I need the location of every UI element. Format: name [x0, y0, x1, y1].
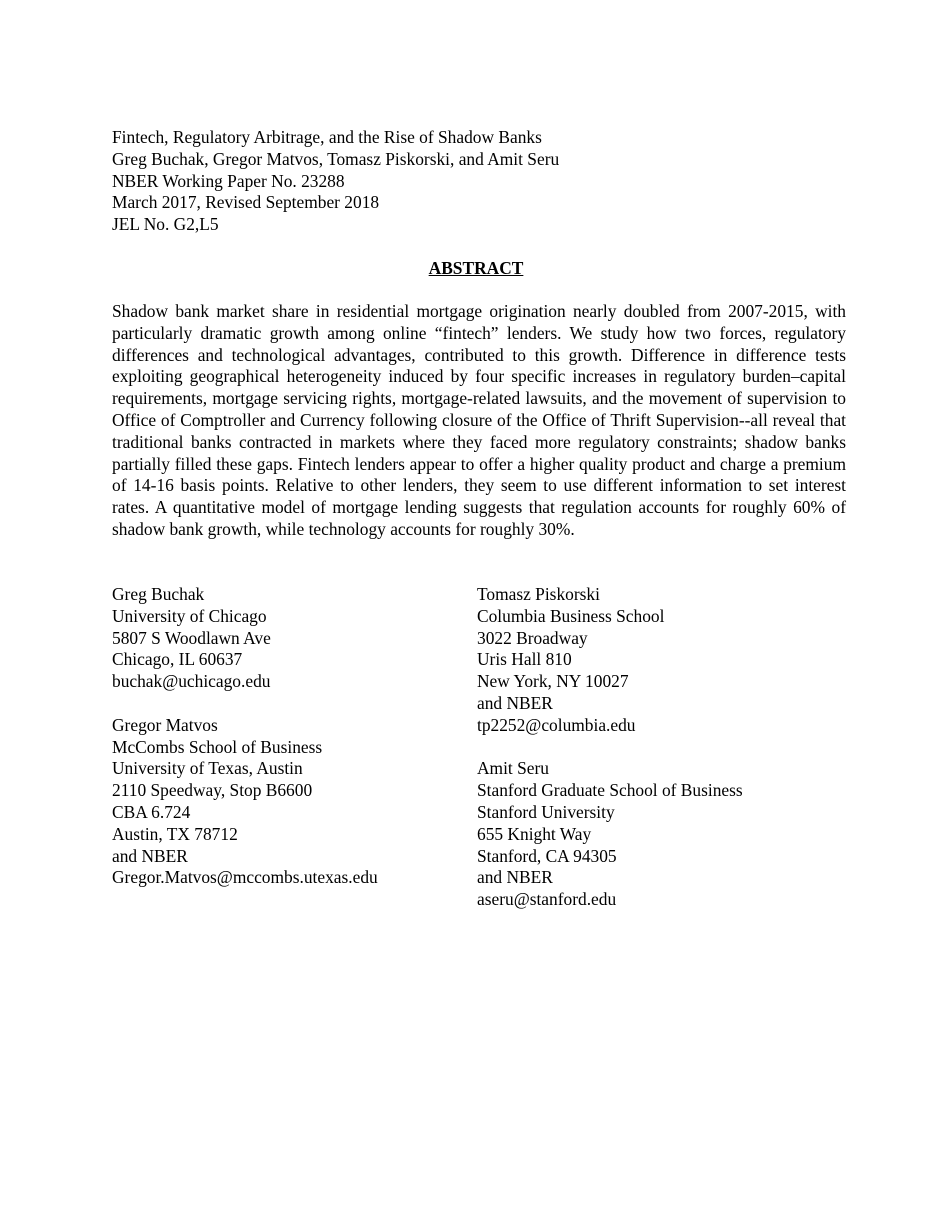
- author-block-matvos: [112, 715, 462, 889]
- author-affiliation: and NBER: [477, 692, 553, 713]
- author-address-line: New York, NY 10027: [477, 671, 629, 692]
- author-column-right: [477, 584, 847, 911]
- author-email: buchak@uchicago.edu: [112, 671, 271, 692]
- abstract-heading: ABSTRACT: [428, 258, 524, 278]
- paper-date: March 2017, Revised September 2018: [112, 192, 380, 213]
- author-address-line: 655 Knight Way: [477, 823, 592, 844]
- author-email: Gregor.Matvos@mccombs.utexas.edu: [112, 867, 378, 888]
- author-affiliation: Stanford Graduate School of Business: [477, 780, 743, 801]
- author-name: Greg Buchak: [112, 584, 205, 604]
- author-address-line: 5807 S Woodlawn Ave: [112, 627, 271, 648]
- paper-header: [112, 127, 846, 236]
- paper-authors: Greg Buchak, Gregor Matvos, Tomasz Piskorski, and Amit Seru: [112, 148, 560, 169]
- author-affiliation: McCombs School of Business: [112, 736, 323, 757]
- author-affiliation: University of Chicago: [112, 605, 267, 626]
- author-email: aseru@stanford.edu: [477, 889, 617, 910]
- author-block-piskorski: [477, 584, 847, 737]
- author-column-left: [112, 584, 462, 889]
- author-email: tp2252@columbia.edu: [477, 714, 636, 735]
- author-address-line: 3022 Broadway: [477, 627, 588, 648]
- author-address-line: Stanford, CA 94305: [477, 845, 617, 866]
- author-address-line: Chicago, IL 60637: [112, 649, 243, 670]
- author-affiliation: Columbia Business School: [477, 605, 665, 626]
- paper-series: NBER Working Paper No. 23288: [112, 170, 345, 191]
- author-block-buchak: [112, 584, 462, 693]
- paper-jel-codes: JEL No. G2,L5: [112, 214, 219, 235]
- author-affiliation: and NBER: [112, 845, 188, 866]
- author-name: Tomasz Piskorski: [477, 584, 600, 604]
- author-name: Gregor Matvos: [112, 714, 218, 735]
- author-name: Amit Seru: [477, 758, 549, 779]
- abstract-body: Shadow bank market share in residential mortgage origination nearly doubled from 2007-2015, with particularly dramatic growth among online “fintech” lenders. We study how two forces, regulatory differences and technological advantages, contributed to this growth. Difference in difference tests exploiting geographical heterogeneity induced by four specific increases in regulatory burden–capital requirements, mortgage servicing rights, mortgage-related lawsuits, and the movement of supervision to Office of Comptroller and Currency following closure of the Office of Thrift Supervision--all reveal that traditional banks contracted in markets where they faced more regulatory constraints; shadow banks partially filled these gaps. Fintech lenders appear to offer a higher quality product and charge a premium of 14-16 basis points. Relative to other lenders, they seem to use different information to set interest rates. A quantitative model of mortgage lending suggests that regulation accounts for roughly 60% of shadow bank growth, while technology accounts for roughly 30%.: [112, 301, 846, 539]
- author-block-seru: [477, 758, 847, 911]
- author-address-line: Austin, TX 78712: [112, 823, 238, 844]
- paper-title: Fintech, Regulatory Arbitrage, and the Rise of Shadow Banks: [112, 127, 542, 147]
- author-affiliation: and NBER: [477, 867, 553, 888]
- author-address-line: CBA 6.724: [112, 801, 191, 822]
- author-address-line: 2110 Speedway, Stop B6600: [112, 780, 313, 801]
- author-affiliation: University of Texas, Austin: [112, 758, 303, 779]
- author-address-line: Uris Hall 810: [477, 649, 572, 670]
- author-affiliation: Stanford University: [477, 801, 615, 822]
